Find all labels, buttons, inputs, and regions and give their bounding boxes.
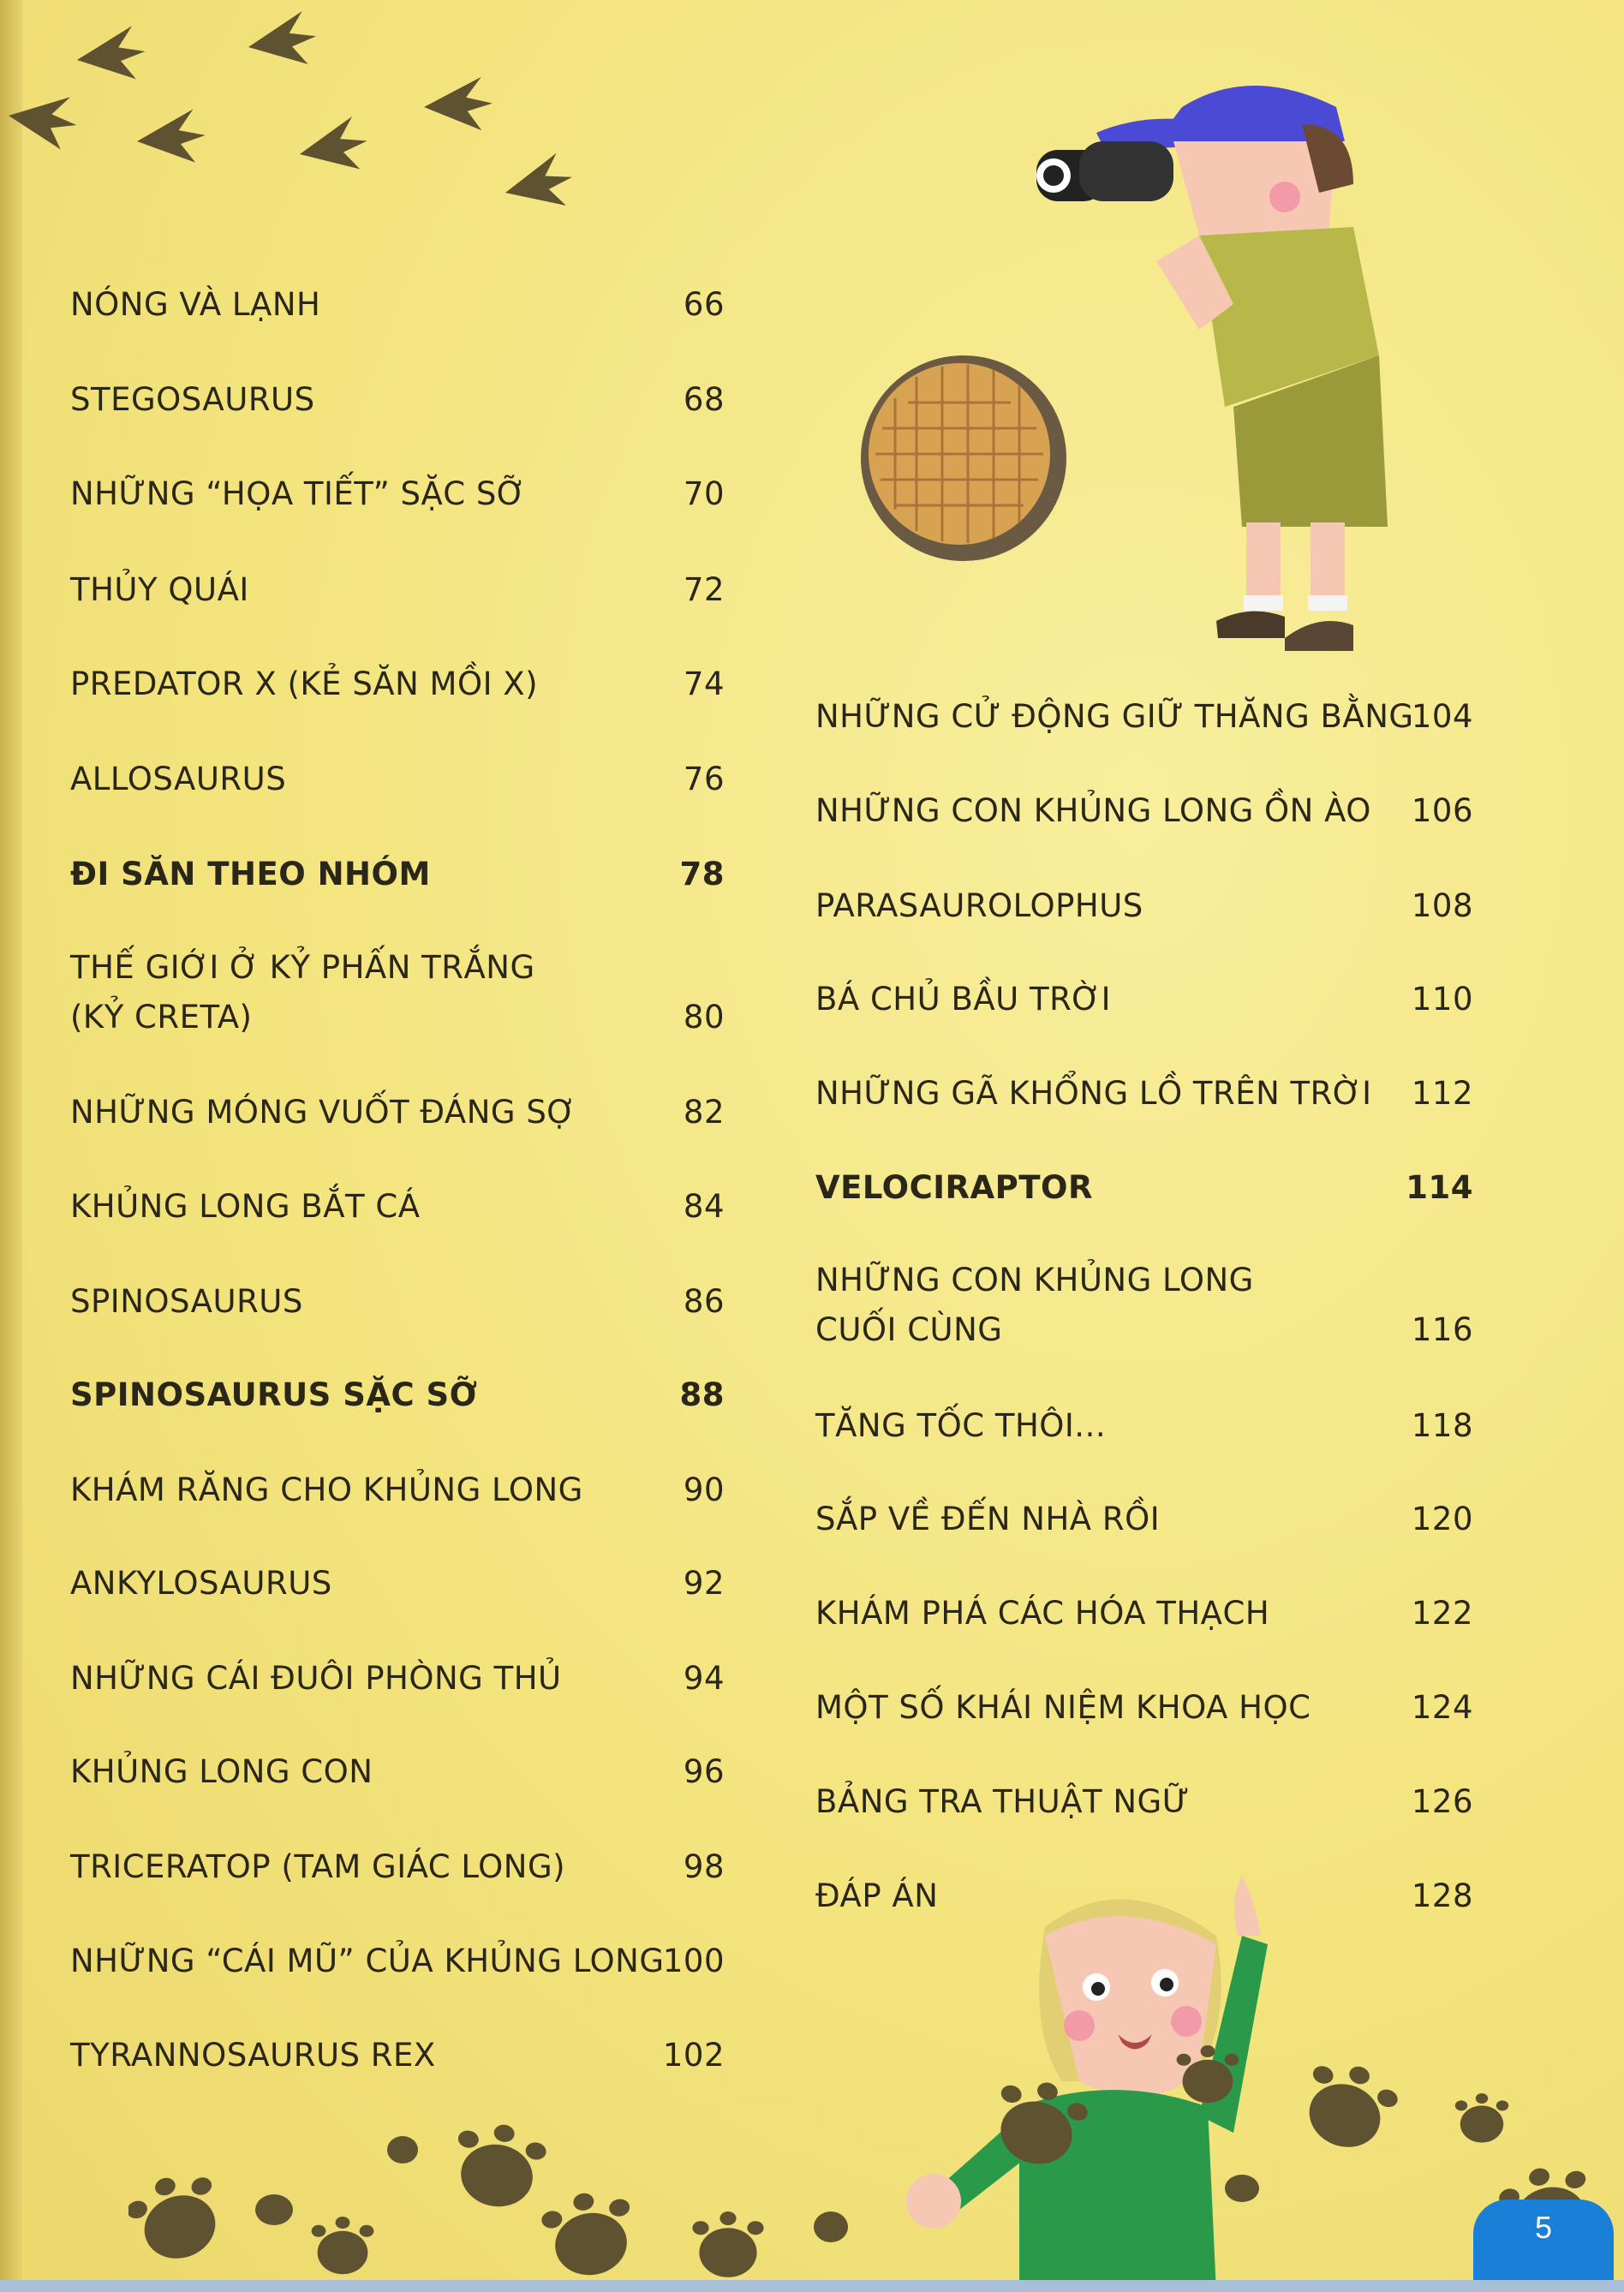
toc-entry-title: NHỮNG CỬ ĐỘNG GIỮ THĂNG BẰNG [815, 698, 1414, 735]
toc-entry[interactable] [70, 565, 725, 615]
toc-entry-page: 102 [662, 2037, 725, 2074]
toc-entry-title-line2: CUỐI CÙNG [815, 1311, 1003, 1348]
toc-entry-title: KHÁM RĂNG CHO KHỦNG LONG [70, 1471, 583, 1508]
toc-entry[interactable] [70, 280, 725, 330]
toc-entry-title: BÁ CHỦ BẦU TRỜI [815, 981, 1111, 1018]
toc-entry[interactable] [70, 469, 725, 519]
toc-entry[interactable] [815, 975, 1473, 1024]
toc-entry[interactable] [70, 943, 725, 1042]
toc-entry-title: NHỮNG “HỌA TIẾT” SẶC SỠ [70, 475, 527, 512]
toc-entry-page: 70 [683, 475, 725, 512]
toc-entry[interactable] [815, 1777, 1473, 1827]
toc-entry-page: 92 [683, 1565, 725, 1602]
toc-entry-page: 118 [1411, 1407, 1473, 1444]
toc-entry-page: 68 [683, 381, 725, 418]
toc-entry-title: STEGOSAURUS [70, 381, 315, 418]
toc-entry[interactable] [815, 1069, 1473, 1119]
toc-entry-page: 108 [1411, 887, 1473, 924]
toc-entry-page: 106 [1411, 792, 1473, 829]
toc-entry-page: 126 [1411, 1783, 1473, 1820]
toc-entry-title: PARASAUROLOPHUS [815, 887, 1143, 924]
toc-entry-title: KHÁM PHÁ CÁC HÓA THẠCH [815, 1595, 1270, 1632]
toc-entry-page: 72 [683, 571, 725, 608]
toc-entry-page: 80 [683, 999, 725, 1036]
toc-entry[interactable] [70, 755, 725, 804]
boy-with-binoculars-illustration [1028, 47, 1405, 664]
toc-entry-title: TRICERATOP (TAM GIÁC LONG) [70, 1848, 566, 1885]
toc-entry-page: 116 [1411, 1311, 1473, 1348]
toc-entry-title: KHỦNG LONG CON [70, 1753, 373, 1790]
toc-entry[interactable] [70, 660, 725, 709]
toc-entry-page: 96 [683, 1753, 725, 1790]
toc-entry-page: 76 [683, 761, 725, 797]
toc-entry-title: SPINOSAURUS [70, 1283, 303, 1320]
toc-entry-page: 114 [1406, 1169, 1473, 1206]
toc-entry-highlighted[interactable] [70, 850, 725, 899]
toc-entry-page: 88 [679, 1376, 725, 1413]
toc-entry[interactable] [70, 375, 725, 425]
toc-entry-title: TYRANNOSAURUS REX [70, 2037, 436, 2074]
toc-entry[interactable] [70, 1937, 725, 1986]
toc-entry-title: NHỮNG “CÁI MŨ” CỦA KHỦNG LONG [70, 1943, 665, 1979]
toc-entry-page: 78 [679, 856, 725, 892]
book-spine-shadow [0, 0, 22, 2292]
toc-entry-title: SPINOSAURUS SẶC SỠ [70, 1376, 478, 1413]
toc-entry-title: PREDATOR X (KẺ SĂN MỒI X) [70, 666, 539, 702]
toc-entry[interactable] [815, 1589, 1473, 1638]
toc-entry-highlighted[interactable] [815, 1163, 1473, 1213]
toc-entry-title: NHỮNG GÃ KHỔNG LỒ TRÊN TRỜI [815, 1075, 1372, 1112]
toc-entry-title: ALLOSAURUS [70, 761, 287, 797]
toc-entry-title: NHỮNG CON KHỦNG LONG ỒN ÀO [815, 792, 1371, 829]
toc-entry-page: 122 [1411, 1595, 1473, 1632]
toc-entry-page: 94 [683, 1660, 725, 1697]
toc-entry[interactable] [815, 881, 1473, 931]
toc-entry-page: 100 [662, 1943, 725, 1979]
footprints-top-icon [0, 0, 617, 257]
toc-entry[interactable] [70, 1747, 725, 1797]
page-number: 5 [1534, 2210, 1553, 2245]
toc-entry-page: 82 [683, 1094, 725, 1131]
toc-entry-page: 112 [1411, 1075, 1473, 1112]
toc-entry-title: ANKYLOSAURUS [70, 1565, 332, 1602]
toc-entry-page: 74 [683, 666, 725, 702]
toc-entry[interactable] [70, 1654, 725, 1704]
toc-entry-page: 110 [1411, 981, 1473, 1018]
toc-entry-page: 124 [1411, 1689, 1473, 1726]
toc-entry[interactable] [70, 1088, 725, 1137]
toc-entry[interactable] [815, 1495, 1473, 1544]
toc-entry[interactable] [815, 1871, 1473, 1921]
toc-entry-title: NHỮNG CON KHỦNG LONG [815, 1262, 1254, 1298]
toc-entry-title: ĐÁP ÁN [815, 1877, 939, 1914]
toc-entry[interactable] [815, 692, 1473, 742]
toc-entry[interactable] [70, 1559, 725, 1609]
toc-entry[interactable] [815, 786, 1473, 836]
toc-entry-title: NHỮNG MÓNG VUỐT ĐÁNG SỢ [70, 1094, 576, 1131]
toc-entry-title: ĐI SĂN THEO NHÓM [70, 856, 431, 892]
toc-entry-page: 84 [683, 1188, 725, 1225]
toc-entry[interactable] [815, 1256, 1473, 1355]
toc-entry[interactable] [70, 2031, 725, 2080]
toc-entry-page: 120 [1411, 1501, 1473, 1537]
toc-entry-title: NHỮNG CÁI ĐUÔI PHÒNG THỦ [70, 1660, 562, 1697]
toc-entry[interactable] [70, 1277, 725, 1327]
toc-entry-title: SẮP VỀ ĐẾN NHÀ RỒI [815, 1501, 1161, 1537]
toc-entry-page: 128 [1411, 1877, 1473, 1914]
toc-entry[interactable] [70, 1182, 725, 1232]
toc-entry-title-line2: (KỶ CRETA) [70, 999, 253, 1036]
toc-entry-title: KHỦNG LONG BẮT CÁ [70, 1188, 421, 1225]
toc-entry-title: THẾ GIỚI Ở KỶ PHẤN TRẮNG [70, 949, 535, 986]
toc-entry-title: THỦY QUÁI [70, 571, 249, 608]
toc-entry[interactable] [70, 1842, 725, 1892]
toc-entry-page: 104 [1411, 698, 1473, 735]
toc-entry-highlighted[interactable] [70, 1370, 725, 1420]
toc-entry-page: 86 [683, 1283, 725, 1320]
toc-entry[interactable] [815, 1401, 1473, 1451]
toc-entry-title: MỘT SỐ KHÁI NIỆM KHOA HỌC [815, 1689, 1311, 1726]
toc-entry-page: 90 [683, 1471, 725, 1508]
page-bottom-edge [0, 2280, 1624, 2292]
toc-entry-title: TĂNG TỐC THÔI... [815, 1407, 1107, 1444]
toc-entry-title: NÓNG VÀ LẠNH [70, 286, 321, 323]
toc-entry[interactable] [70, 1465, 725, 1515]
toc-entry[interactable] [815, 1683, 1473, 1733]
toc-entry-page: 66 [683, 286, 725, 323]
toc-entry-page: 98 [683, 1848, 725, 1885]
toc-entry-title: VELOCIRAPTOR [815, 1169, 1093, 1206]
toc-entry-title: BẢNG TRA THUẬT NGỮ [815, 1783, 1190, 1820]
